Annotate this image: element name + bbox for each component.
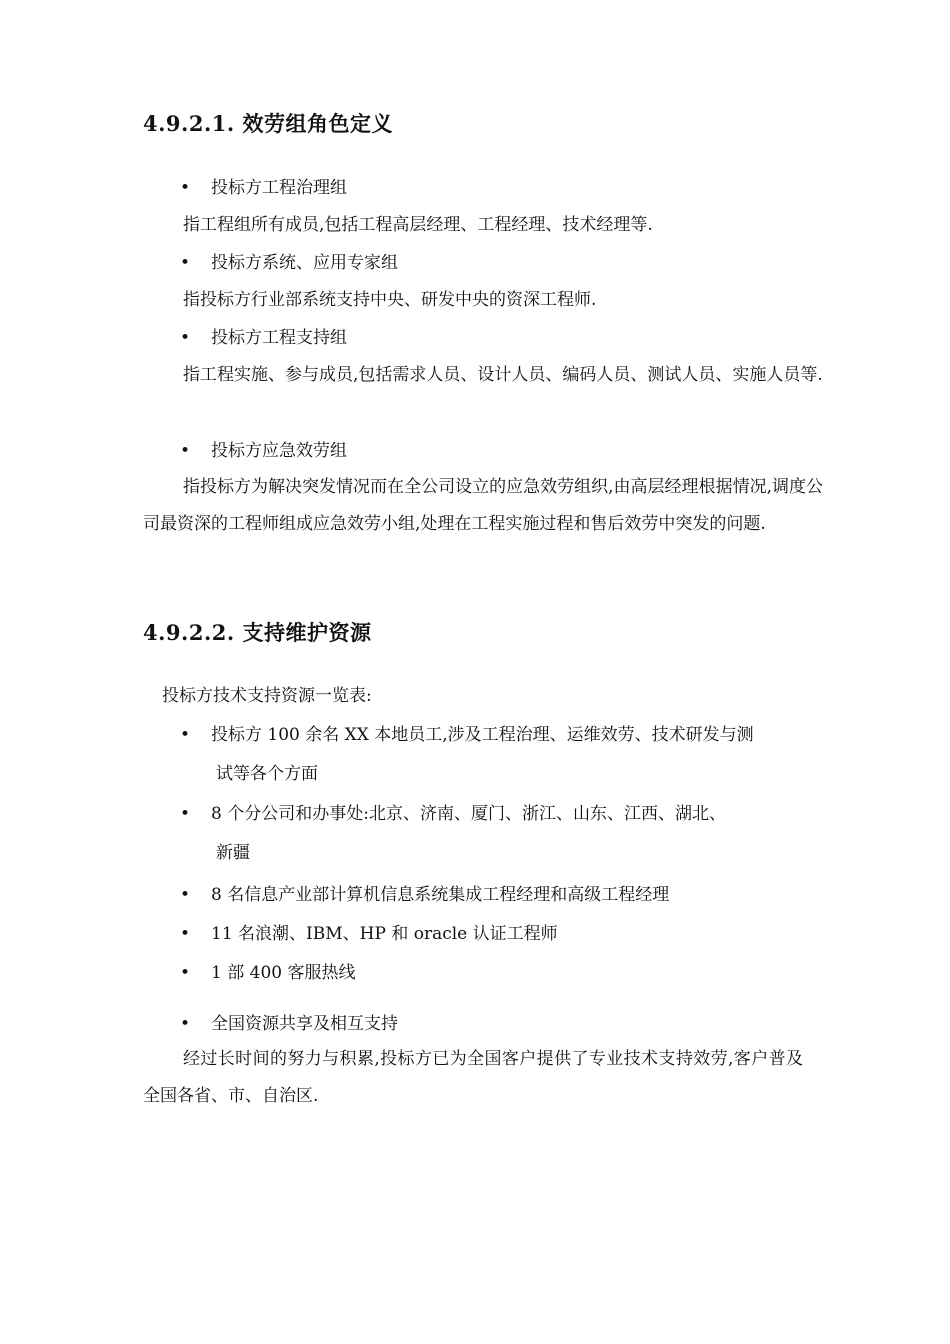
resource-item-line: 1 部 400 客服热线 [211, 963, 356, 983]
role-title: 投标方系统、应用专家组 [211, 253, 398, 273]
bullet-icon: • [180, 804, 191, 824]
closing-paragraph: 经过长时间的努力与积累,投标方已为全国客户提供了专业技术支持效劳,客户普及全国各省、市、自治区. [143, 1049, 803, 1106]
resource-item-continuation: 试等各个方面 [216, 764, 318, 784]
bullet-icon: • [180, 441, 191, 461]
resource-item-line: 8 名信息产业部计算机信息系统集成工程经理和高级工程经理 [211, 885, 670, 905]
role-title: 投标方工程治理组 [211, 178, 347, 198]
resource-item-line: 投标方 100 余名 XX 本地员工,涉及工程治理、运维效劳、技术研发与测 [211, 725, 754, 745]
resource-item-line: 8 个分公司和办事处:北京、济南、厦门、浙江、山东、江西、湖北、 [211, 804, 726, 824]
section-heading-resources: 4.9.2.2. 支持维护资源 [143, 620, 372, 645]
role-description: 指工程组所有成员,包括工程高层经理、工程经理、技术经理等. [183, 215, 653, 235]
bullet-icon: • [180, 253, 191, 273]
resource-item-line: 11 名浪潮、IBM、HP 和 oracle 认证工程师 [211, 924, 558, 944]
bullet-icon: • [180, 328, 191, 348]
role-description: 指投标方为解决突发情况而在全公司设立的应急效劳组织,由高层经理根据情况,调度公司最资深的工程师组成应急效劳小组,处理在工程实施过程和售后效劳中突发的问题. [143, 477, 823, 534]
role-description: 指工程实施、参与成员,包括需求人员、设计人员、编码人员、测试人员、实施人员等. [183, 365, 823, 385]
role-title: 投标方工程支持组 [211, 328, 347, 348]
bullet-icon: • [180, 885, 191, 905]
bullet-icon: • [180, 1014, 191, 1034]
resource-item-line: 全国资源共享及相互支持 [211, 1014, 398, 1034]
bullet-icon: • [180, 963, 191, 983]
bullet-icon: • [180, 924, 191, 944]
role-description: 指投标方行业部系统支持中央、研发中央的资深工程师. [183, 290, 597, 310]
bullet-icon: • [180, 178, 191, 198]
role-title: 投标方应急效劳组 [211, 441, 347, 461]
section-heading-roles: 4.9.2.1. 效劳组角色定义 [143, 111, 394, 136]
resource-item-continuation: 新疆 [216, 843, 250, 863]
bullet-icon: • [180, 725, 191, 745]
resources-intro: 投标方技术支持资源一览表: [162, 686, 372, 706]
